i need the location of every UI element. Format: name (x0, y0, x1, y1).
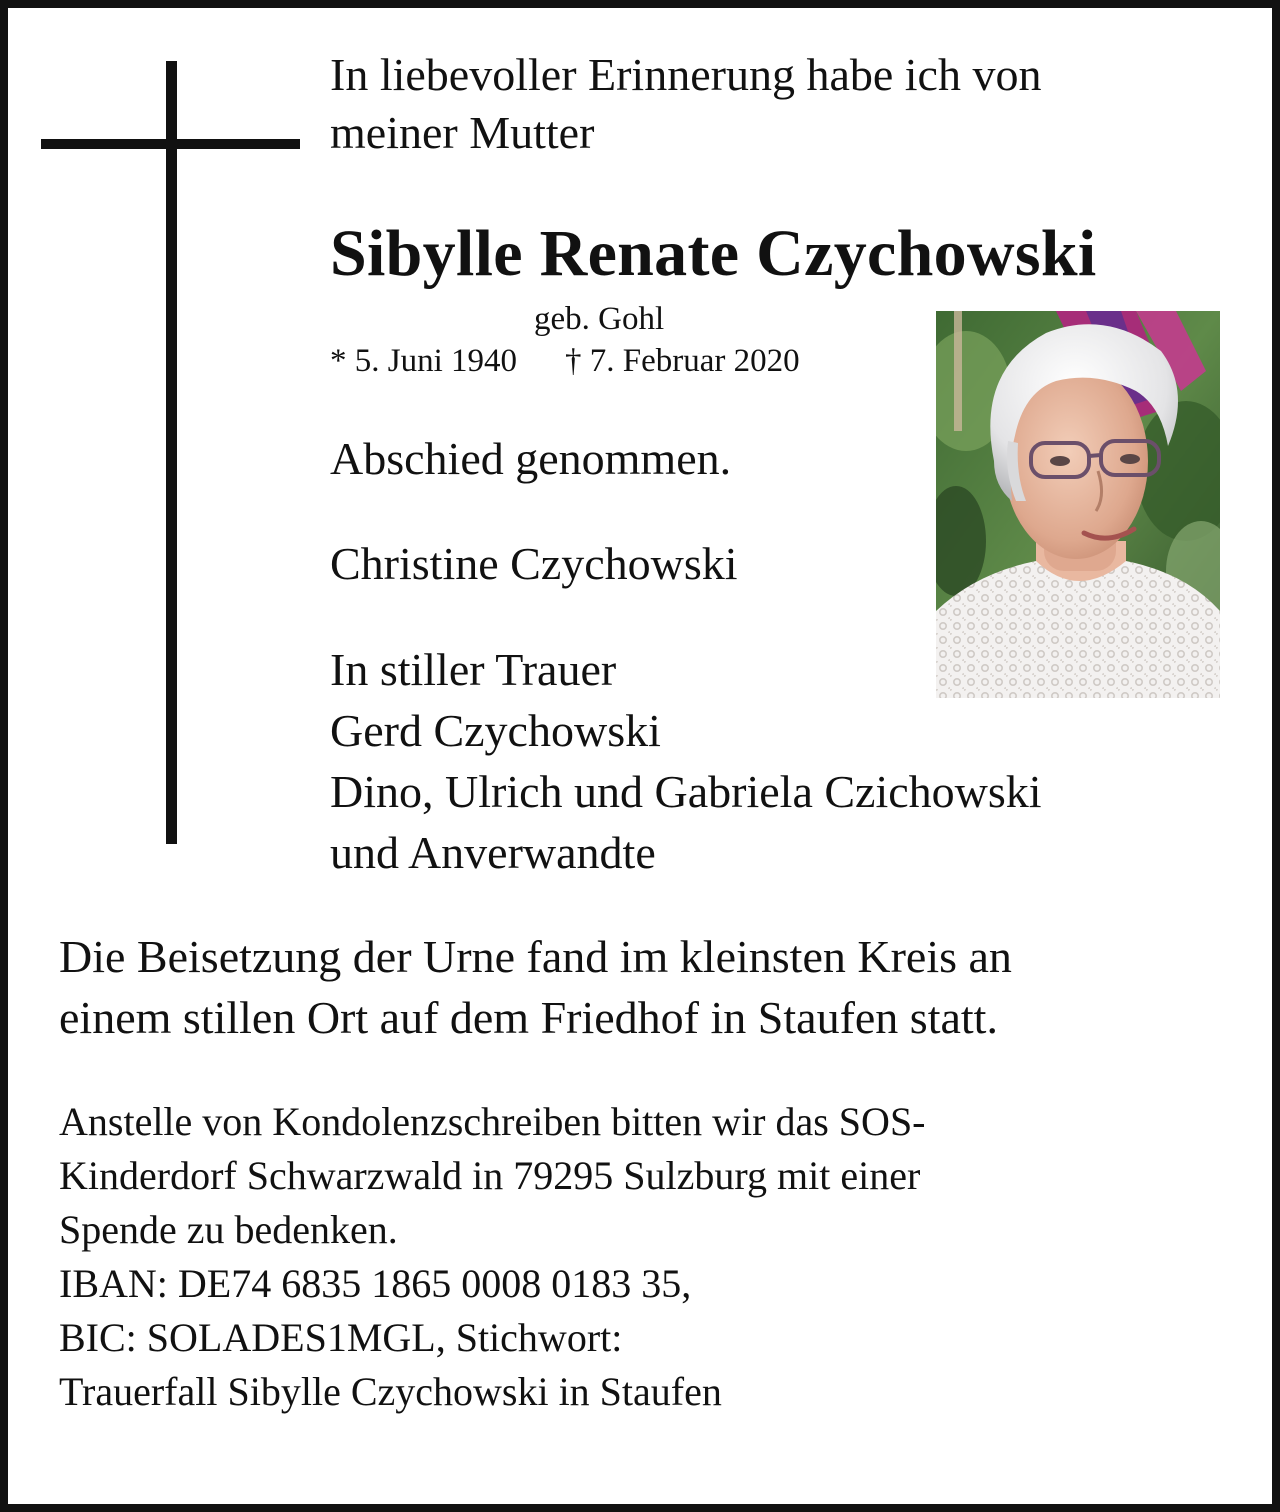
donation-line: Kinderdorf Schwarzwald in 79295 Sulzburg mit einer (59, 1153, 921, 1198)
donation-request (59, 1095, 926, 1419)
intro-line: In liebevoller Erinnerung habe ich von (330, 49, 1042, 100)
death-date: † 7. Februar 2020 (565, 343, 800, 379)
birth-date: * 5. Juni 1940 (330, 343, 518, 379)
bic-line: BIC: SOLADES1MGL, Stichwort: (59, 1315, 623, 1360)
cross-vertical-bar (166, 61, 177, 844)
signer-name: Christine Czychowski (330, 538, 738, 589)
keyword-line: Trauerfall Sibylle Czychowski in Staufen (59, 1369, 722, 1414)
deceased-name: Sibylle Renate Czychowski (330, 217, 1097, 290)
mourners-list (330, 639, 1042, 883)
mourners-line: Dino, Ulrich und Gabriela Czichowski (330, 766, 1042, 817)
farewell-text: Abschied genommen. (330, 433, 732, 484)
intro-line: meiner Mutter (330, 107, 595, 158)
life-dates (330, 341, 800, 381)
donation-line: Anstelle von Kondolenzschreiben bitten wir das SOS- (59, 1099, 926, 1144)
intro-text (330, 46, 1041, 162)
burial-notice (59, 926, 1012, 1048)
iban-line: IBAN: DE74 6835 1865 0008 0183 35, (59, 1261, 692, 1306)
burial-line: einem stillen Ort auf dem Friedhof in Staufen statt. (59, 992, 998, 1043)
mourners-line: und Anverwandte (330, 827, 656, 878)
donation-line: Spende zu bedenken. (59, 1207, 398, 1252)
mourners-line: Gerd Czychowski (330, 705, 661, 756)
cross-horizontal-bar (41, 139, 300, 149)
burial-line: Die Beisetzung der Urne fand im kleinsten Kreis an (59, 931, 1012, 982)
mourners-line: In stiller Trauer (330, 644, 617, 695)
maiden-name: geb. Gohl (534, 301, 665, 337)
